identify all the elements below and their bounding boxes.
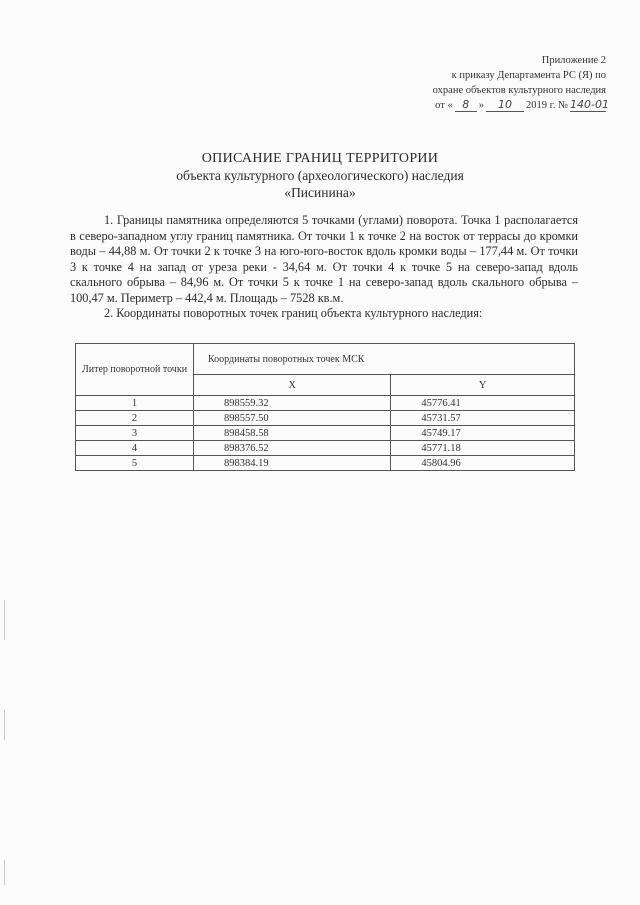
point-y: 45776.41 [391, 396, 575, 411]
point-x: 898557.50 [194, 411, 391, 426]
appendix-header [416, 53, 609, 113]
table-row [76, 396, 575, 411]
title-line-3: «Писинина» [284, 185, 356, 200]
point-y: 45771.18 [391, 441, 575, 456]
scan-artifact [4, 600, 5, 640]
header-y: Y [391, 375, 575, 396]
point-x: 898559.32 [194, 396, 391, 411]
date-prefix: от « [435, 100, 453, 111]
handwritten-order-number: 140-01 [570, 98, 609, 111]
point-x: 898376.52 [194, 441, 391, 456]
table-row [76, 411, 575, 426]
point-number: 4 [76, 441, 194, 456]
point-x: 898384.19 [194, 456, 391, 471]
point-y: 45804.96 [391, 456, 575, 471]
handwritten-day: 8 [455, 99, 477, 112]
point-number: 3 [76, 426, 194, 441]
header-point-letter: Литер поворотной точки [76, 344, 194, 396]
header-coordinates-group: Координаты поворотных точек МСК [194, 344, 575, 375]
title-line-1: ОПИСАНИЕ ГРАНИЦ ТЕРРИТОРИИ [201, 151, 439, 166]
point-y: 45731.57 [391, 411, 575, 426]
title-line-2: объекта культурного (археологического) наследия [176, 168, 464, 183]
scan-artifact [4, 860, 5, 885]
table-header-row [76, 344, 575, 375]
document-title [0, 150, 640, 201]
document-body [70, 213, 578, 322]
scan-artifact [4, 710, 5, 740]
table-row [76, 456, 575, 471]
handwritten-month: 10 [486, 99, 524, 112]
table-row [76, 441, 575, 456]
appendix-order-ref: к приказу Департамента РС (Я) по [451, 70, 606, 81]
table-row [76, 426, 575, 441]
point-number: 5 [76, 456, 194, 471]
appendix-date-line [416, 98, 609, 113]
appendix-department: охране объектов культурного наследия [432, 85, 606, 96]
point-x: 898458.58 [194, 426, 391, 441]
year-text: 2019 г. № [525, 100, 568, 111]
coordinates-table [75, 343, 575, 471]
paragraph-coordinates-intro: 2. Координаты поворотных точек границ объекта культурного наследия: [104, 306, 483, 320]
point-number: 1 [76, 396, 194, 411]
header-x: X [194, 375, 391, 396]
paragraph-boundaries: 1. Границы памятника определяются 5 точками (углами) поворота. Точка 1 располагается в северо-западном углу границ памятника. От точки 1 к точке 2 на восток от террасы до кромки воды – 44,88 м. От точки 2 к точке 3 на юго-юго-восток вдоль кромки воды – 177,44 м. От точки 3 к точке 4 на запад от уреза реки - 34,64 м. От точки 4 к точке 5 на северо-запад вдоль скального обрыва – 84,96 м. От точки 5 к точке 1 на северо-запад вдоль скального обрыва – 100,47 м. Периметр – 442,4 м. Площадь – 7528 кв.м. [70, 213, 578, 305]
point-number: 2 [76, 411, 194, 426]
date-separator: » [478, 100, 484, 111]
point-y: 45749.17 [391, 426, 575, 441]
appendix-title: Приложение 2 [541, 55, 606, 66]
